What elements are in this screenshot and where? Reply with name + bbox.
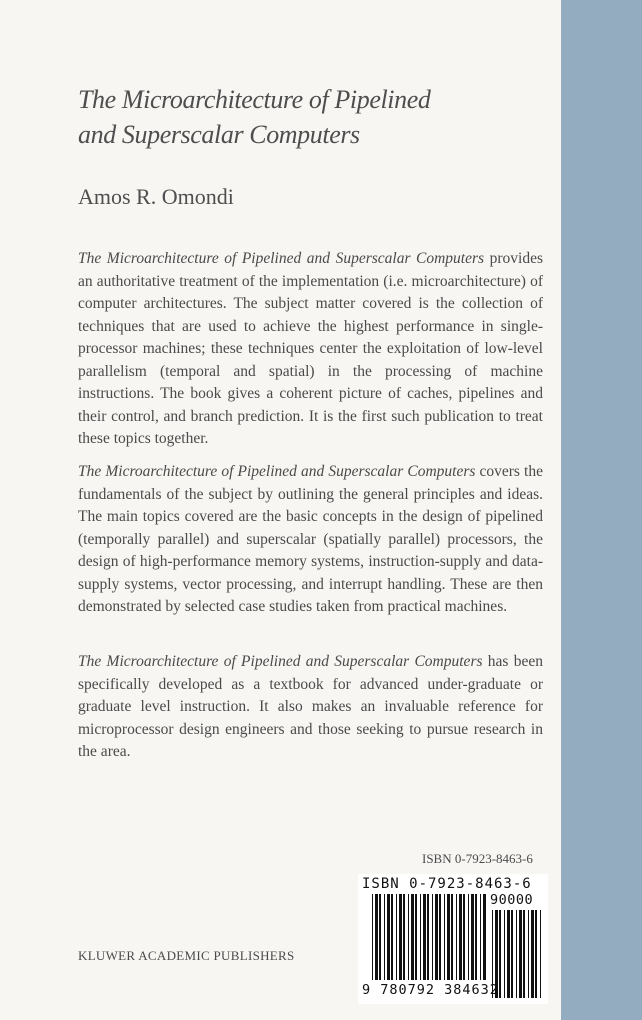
barcode-bar [468, 894, 469, 980]
barcode-bar [427, 894, 429, 980]
barcode-bar [396, 894, 397, 980]
blurb-text: covers the fundamentals of the subject by outlining the general principles and ideas. The main topics covered are the basic concepts in the design of pipelined (temporally parallel) and superscalar (spatially parallel) processors, the design of high-performance memory systems, instruction-supply and data-supply systems, vector processing, and interrupt handling. These are then demonstrated by selected case studies taken from practical machines. [78, 463, 543, 615]
barcode-bar [411, 894, 414, 980]
barcode-bar [375, 894, 378, 980]
isbn-label: ISBN 0-7923-8463-6 [422, 851, 533, 866]
barcode-bar [456, 894, 457, 980]
barcode-bar [432, 894, 433, 980]
title-line-1: The Microarchitecture of Pipelined [78, 85, 431, 114]
barcode-bar [387, 894, 390, 980]
barcode-bar [499, 910, 501, 998]
barcode-bar [439, 894, 441, 980]
spine-stripe [561, 0, 642, 1020]
barcode-bar [399, 894, 402, 980]
blurb-title-ref: The Microarchitecture of Pipelined and Superscalar Computers [78, 463, 476, 480]
barcode-bar [447, 894, 450, 980]
barcode-bar [435, 894, 438, 980]
barcode-bar [523, 910, 525, 998]
barcode-bar [372, 894, 373, 980]
barcode-isbn-text: ISBN 0-7923-8463-6 [362, 876, 532, 892]
barcode-bar [391, 894, 393, 980]
barcode-bar [444, 894, 445, 980]
barcode-addon-text: 90000 [490, 892, 534, 908]
blurb-text: provides an authoritative treatment of the implementation (i.e. microarchitecture) of computer architectures. The subject matter covered is the collection of techniques that are used to achieve the highest performance in single-processor machines; these techniques center the exploitation of low-level parallelism (temporal and spatial) in the processing of machine instructions. The book gives a coherent picture of caches, pipelines and their control, and branch prediction. It is the first such publication to treat these topics together. [78, 250, 543, 447]
barcode-bar [507, 910, 510, 998]
barcode-bar [535, 910, 537, 998]
barcode-ean-text: 9 780792 384632 [362, 982, 499, 998]
barcode-bar [519, 910, 522, 998]
blurb-paragraph-3 [78, 651, 543, 764]
publisher-name: KLUWER ACADEMIC PUBLISHERS [78, 948, 295, 963]
barcode-bar [471, 894, 474, 980]
barcode-bar [423, 894, 426, 980]
barcode-bar [528, 910, 529, 998]
blurb-text: has been specifically developed as a textbook for advanced under-graduate or graduate level instruction. It also makes an invaluable reference for microprocessor design engineers and those seeking to pursue research in the area. [78, 653, 544, 760]
barcode-bar [415, 894, 417, 980]
barcode-bar [504, 910, 505, 998]
barcode-bar [511, 910, 513, 998]
barcode-bar [480, 894, 481, 980]
barcode-bar [379, 894, 381, 980]
barcode-bar [516, 910, 517, 998]
barcode-bar [384, 894, 385, 980]
barcode-bar [459, 894, 462, 980]
barcode-bar [540, 910, 541, 998]
blurb-paragraph-2 [78, 461, 543, 619]
barcode-bar [475, 894, 477, 980]
barcode-bar [451, 894, 453, 980]
barcode [358, 874, 548, 1004]
barcode-bar [531, 910, 534, 998]
barcode-bar [463, 894, 465, 980]
blurb-paragraph-1 [78, 248, 543, 451]
book-title [78, 82, 548, 152]
author-name: Amos R. Omondi [78, 184, 234, 209]
barcode-bar [483, 894, 486, 980]
barcode-bar [403, 894, 405, 980]
barcode-bar [420, 894, 421, 980]
blurb-title-ref: The Microarchitecture of Pipelined and Superscalar Computers [78, 653, 483, 670]
blurb-title-ref: The Microarchitecture of Pipelined and Superscalar Computers [78, 250, 485, 267]
barcode-bar [408, 894, 409, 980]
title-line-2: and Superscalar Computers [78, 120, 360, 149]
